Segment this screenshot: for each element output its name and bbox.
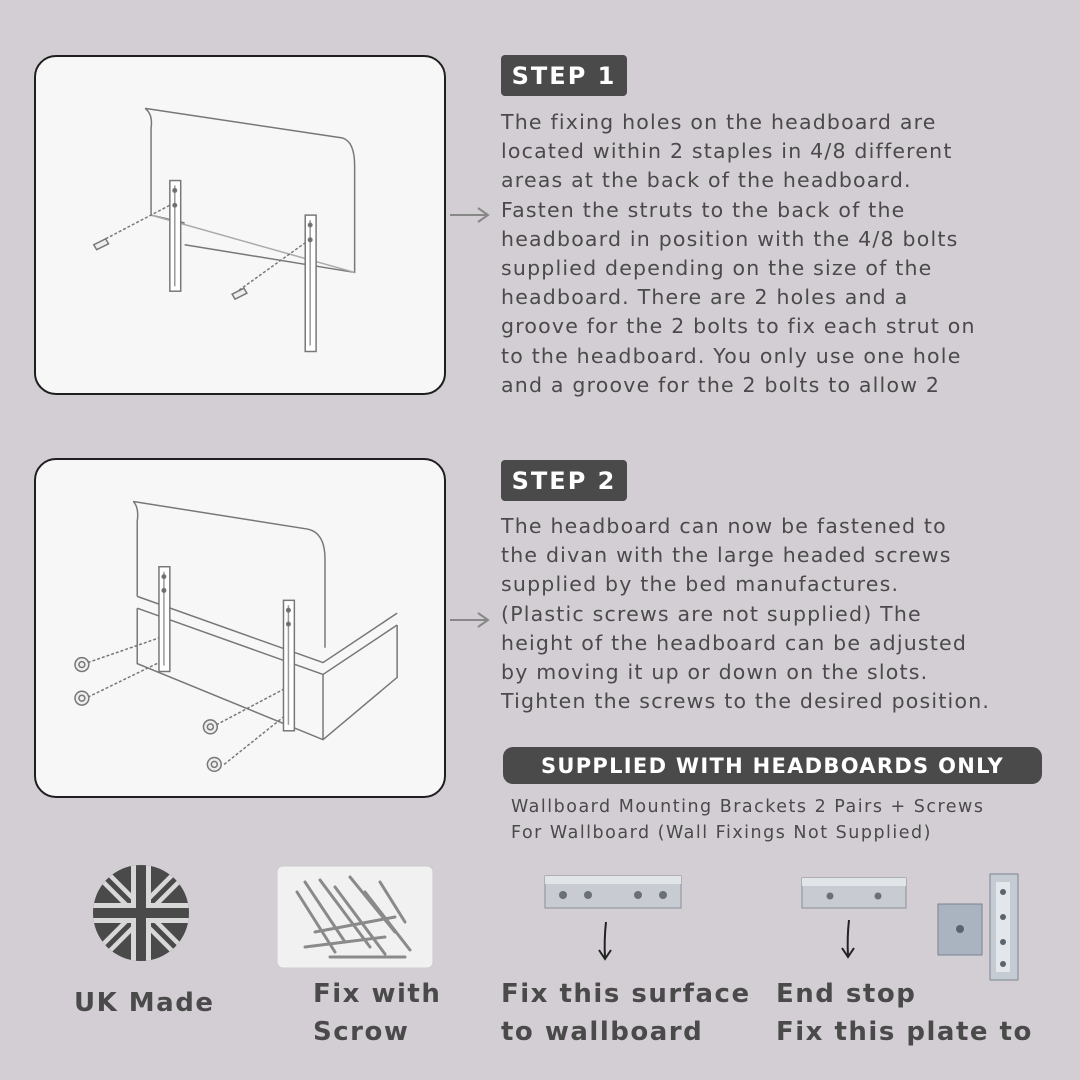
headboard-struts-diagram	[36, 57, 444, 393]
step1-illustration	[34, 55, 446, 395]
uk-made-caption: UK Made	[74, 988, 215, 1018]
step1-badge: STEP 1	[501, 55, 627, 96]
end-stop-bracket-image	[986, 872, 1022, 982]
screw-bag-image	[275, 862, 435, 972]
screw-caption: Fix with Scrow	[313, 979, 442, 1047]
arrow-down-icon	[838, 918, 858, 962]
step1-description: The fixing holes on the headboard are located within 2 staples in 4/8 different areas at the back of the headboard. Fasten the struts to the back of the headboard in position with the 4/8 bolts supplied depending on the size of the headboard. There are 2 holes and a groove for the 2 bolts to fix each strut on to the headboard. You only use one hole and a groove for the 2 bolts to allow 2	[501, 110, 976, 397]
supplied-badge: SUPPLIED WITH HEADBOARDS ONLY	[503, 747, 1042, 784]
arrow-right-icon	[448, 205, 492, 225]
supplied-description: Wallboard Mounting Brackets 2 Pairs + Screws For Wallboard (Wall Fixings Not Supplied)	[511, 797, 985, 843]
headboard-divan-diagram	[36, 460, 444, 796]
arrow-down-icon	[595, 920, 615, 964]
bracket-short-image	[800, 872, 908, 914]
step2-description: The headboard can now be fastened to the divan with the large headed screws supplied by the bed manufactures. (Plastic screws are not supplied) The height of the headboard can be adjusted by moving it up or down on the slots. Tighten the screws to the desired position.	[501, 514, 991, 714]
end-stop-plate-image	[936, 902, 984, 957]
arrow-right-icon	[448, 610, 492, 630]
step2-badge: STEP 2	[501, 460, 627, 501]
bracket-long-image	[543, 870, 683, 914]
uk-flag-icon	[93, 865, 189, 961]
step2-illustration	[34, 458, 446, 798]
surface-caption: Fix this surface to wallboard	[501, 979, 751, 1047]
end-stop-caption: End stop Fix this plate to	[776, 979, 1033, 1047]
